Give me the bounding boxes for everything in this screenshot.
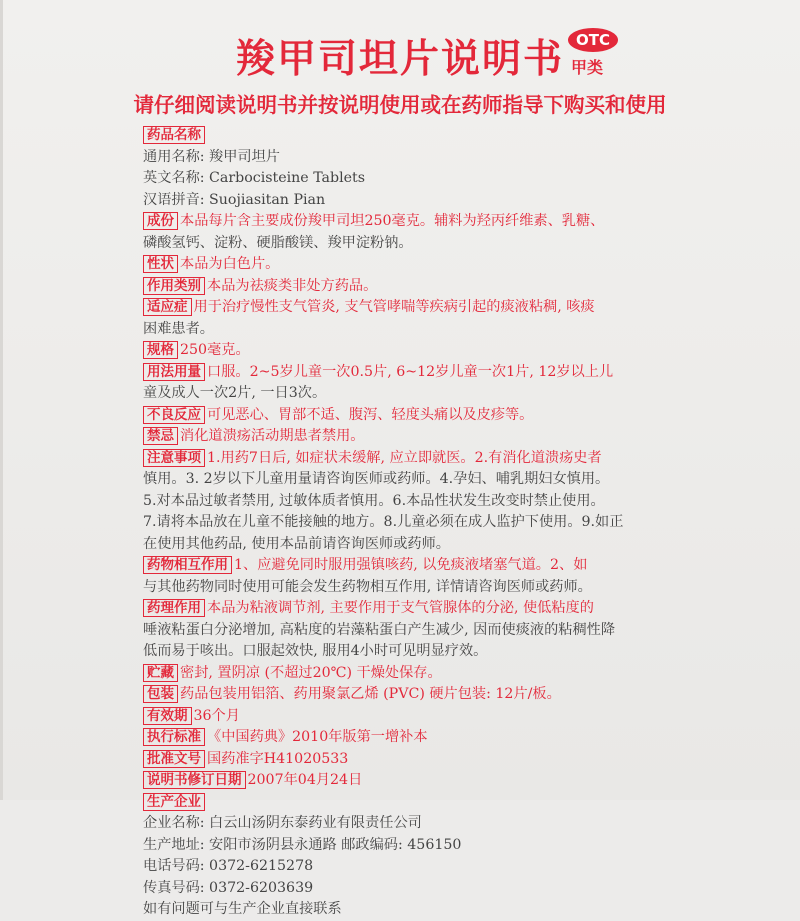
section-text: 36个月 — [193, 707, 240, 724]
text-line — [143, 534, 683, 556]
section-heading: 成份 — [143, 212, 178, 230]
section-heading: 不良反应 — [143, 406, 205, 424]
section-heading: 性状 — [143, 255, 178, 273]
section-text: 本品为粘液调节剂, 主要作用于支气管腺体的分泌, 使低粘度的 — [207, 600, 594, 616]
section-text: 企业名称: 白云山汤阴东泰药业有限责任公司 — [143, 815, 422, 831]
leaflet-content — [143, 125, 683, 921]
document-title: 羧甲司坦片说明书 — [235, 37, 564, 82]
section-line — [143, 792, 683, 814]
text-line — [143, 856, 683, 878]
section-text: 1.用药7日后, 如症状未缓解, 应立即就医。2.有消化道溃疡史者 — [207, 449, 602, 466]
section-line — [143, 727, 683, 749]
section-text: 英文名称: Carbocisteine Tablets — [143, 170, 366, 186]
section-text: 5.对本品过敏者禁用, 过敏体质者慎用。6.本品性状发生改变时禁止使用。 — [143, 492, 605, 509]
text-line — [143, 147, 683, 169]
section-text: 传真号码: 0372-6203639 — [143, 879, 314, 896]
text-line — [143, 835, 683, 857]
section-heading: 药理作用 — [143, 599, 205, 617]
section-heading: 注意事项 — [143, 449, 205, 467]
text-line — [143, 168, 683, 190]
section-text: 如有问题可与生产企业直接联系 — [143, 901, 342, 917]
section-heading: 包装 — [143, 685, 178, 703]
section-heading: 有效期 — [143, 707, 192, 725]
section-line — [143, 276, 683, 298]
text-line — [143, 383, 683, 405]
section-heading: 药品名称 — [143, 126, 205, 144]
section-heading: 作用类别 — [143, 277, 205, 295]
section-text: 唾液粘蛋白分泌增加, 高粘度的岩藻粘蛋白产生减少, 因而使痰液的粘稠性降 — [143, 621, 616, 638]
section-text: 汉语拼音: Suojiasitan Pian — [143, 191, 326, 208]
section-text: 通用名称: 羧甲司坦片 — [143, 148, 280, 165]
section-line — [143, 362, 683, 384]
otc-badge: OTC — [568, 28, 618, 52]
section-text: 本品为祛痰类非处方药品。 — [207, 277, 378, 294]
section-heading: 执行标准 — [143, 728, 205, 746]
text-line — [143, 878, 683, 900]
otc-class-label: 甲类 — [571, 58, 604, 77]
section-heading: 用法用量 — [143, 363, 205, 381]
section-line — [143, 211, 683, 233]
section-text: 本品每片含主要成份羧甲司坦250毫克。辅料为羟丙纤维素、乳糖、 — [180, 213, 605, 229]
section-line — [143, 684, 683, 706]
text-line — [143, 190, 683, 212]
section-line — [143, 297, 683, 319]
text-line — [143, 620, 683, 642]
section-heading: 禁忌 — [143, 427, 178, 445]
section-line — [143, 426, 683, 448]
section-text: 童及成人一次2片, 一日3次。 — [143, 385, 327, 401]
section-text: 低而易于咳出。口服起效快, 服用4小时可见明显疗效。 — [143, 643, 488, 659]
section-heading: 规格 — [143, 341, 178, 359]
section-text: 1、应避免同时服用强镇咳药, 以免痰液堵塞气道。2、如 — [234, 557, 588, 573]
text-line — [143, 899, 683, 921]
section-line — [143, 254, 683, 276]
section-text: 可见恶心、胃部不适、腹泻、轻度头痛以及皮疹等。 — [207, 406, 534, 423]
section-text: 消化道溃疡活动期患者禁用。 — [180, 428, 365, 444]
text-line — [143, 641, 683, 663]
page-edge — [0, 0, 3, 800]
section-heading: 生产企业 — [143, 793, 205, 811]
section-text: 7.请将本品放在儿童不能接触的地方。8.儿童必须在成人监护下使用。9.如正 — [143, 514, 624, 530]
section-text: 国药准字H41020533 — [207, 750, 349, 767]
section-text: 在使用其他药品, 使用本品前请咨询医师或药师。 — [143, 535, 450, 552]
section-line — [143, 125, 683, 147]
document-subtitle: 请仔细阅读说明书并按说明使用或在药师指导下购买和使用 — [133, 93, 667, 117]
section-line — [143, 706, 683, 728]
section-text: 与其他药物同时使用可能会发生药物相互作用, 详情请咨询医师或药师。 — [143, 578, 592, 595]
section-line — [143, 749, 683, 771]
section-heading: 适应症 — [143, 298, 192, 316]
section-line — [143, 555, 683, 577]
section-line — [143, 663, 683, 685]
section-line — [143, 770, 683, 792]
text-line — [143, 512, 683, 534]
section-text: 生产地址: 安阳市汤阴县永通路 邮政编码: 456150 — [143, 836, 462, 853]
text-line — [143, 491, 683, 513]
section-text: 用于治疗慢性支气管炎, 支气管哮喘等疾病引起的痰液粘稠, 咳痰 — [193, 299, 595, 315]
section-text: 电话号码: 0372-6215278 — [143, 858, 314, 874]
section-text: 口服。2~5岁儿童一次0.5片, 6~12岁儿童一次1片, 12岁以上儿 — [207, 363, 614, 380]
text-line — [143, 233, 683, 255]
section-text: 2007年04月24日 — [247, 772, 363, 788]
section-heading: 说明书修订日期 — [143, 771, 246, 789]
section-text: 250毫克。 — [180, 342, 250, 358]
text-line — [143, 813, 683, 835]
text-line — [143, 319, 683, 341]
section-line — [143, 448, 683, 470]
section-line — [143, 598, 683, 620]
section-text: 密封, 置阴凉 (不超过20℃) 干燥处保存。 — [180, 664, 442, 681]
section-line — [143, 340, 683, 362]
section-text: 困难患者。 — [143, 320, 214, 337]
section-heading: 批准文号 — [143, 750, 205, 768]
section-text: 磷酸氢钙、淀粉、硬脂酸镁、羧甲淀粉钠。 — [143, 234, 413, 251]
text-line — [143, 577, 683, 599]
section-heading: 贮藏 — [143, 664, 178, 682]
section-heading: 药物相互作用 — [143, 556, 232, 574]
text-line — [143, 469, 683, 491]
section-text: 本品为白色片。 — [180, 256, 280, 272]
section-text: 慎用。3. 2岁以下儿童用量请咨询医师或药师。4.孕妇、哺乳期妇女慎用。 — [143, 471, 610, 487]
section-line — [143, 405, 683, 427]
section-text: 药品包装用铝箔、药用聚氯乙烯 (PVC) 硬片包装: 12片/板。 — [180, 686, 561, 702]
section-text: 《中国药典》2010年版第一增补本 — [207, 729, 428, 745]
